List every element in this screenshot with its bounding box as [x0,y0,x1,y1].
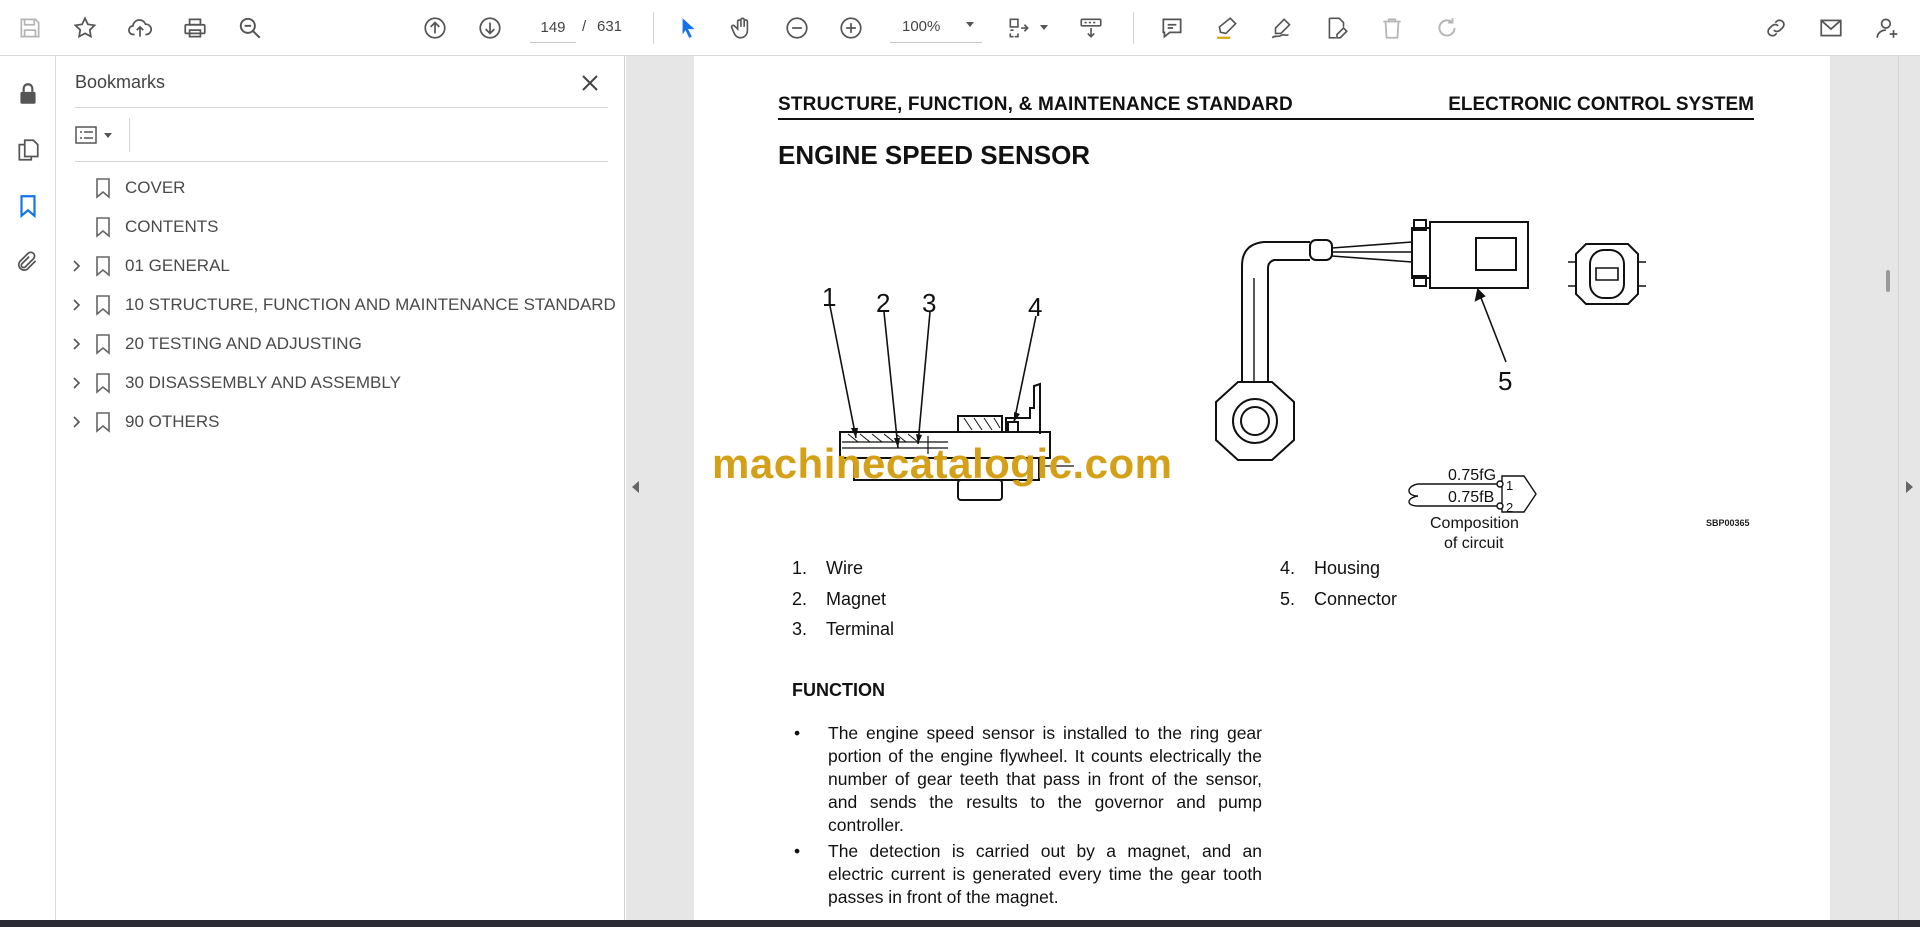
bookmark-item-general[interactable] [57,246,625,285]
circuit-caption-line1: Composition [1430,515,1519,532]
toolbar-divider [653,12,654,44]
bookmark-options-button[interactable] [75,118,121,152]
function-heading: FUNCTION [792,680,885,700]
page-up-icon[interactable] [416,9,454,47]
bookmark-label: 01 GENERAL [125,256,230,275]
bookmark-icon [93,372,113,394]
star-icon[interactable] [66,9,104,47]
callout-5: 5 [1498,366,1513,396]
parts-list-right [1280,558,1397,619]
comment-icon[interactable] [1153,9,1191,47]
bookmark-item-others[interactable] [57,402,625,441]
list-options-icon [75,125,99,145]
part-number: 4. [1280,558,1296,578]
expand-right-icon[interactable] [1906,481,1913,493]
pages-icon[interactable] [10,132,46,168]
circuit-pin-1: 1 [1506,478,1514,493]
bookmark-item-disassembly[interactable] [57,363,625,402]
part-name: Wire [826,558,863,578]
bookmark-label: 20 TESTING AND ADJUSTING [125,334,362,353]
toolbar-divider [1133,12,1134,44]
part-number: 2. [792,588,808,609]
sensor-diagram [778,186,1758,586]
page-separator: / [582,18,587,35]
bookmark-label: 90 OTHERS [125,412,220,431]
callout-4: 4 [1028,292,1043,322]
divider [75,161,608,162]
list-item [792,840,1262,909]
bookmark-item-contents[interactable] [57,207,625,246]
callout-1: 1 [822,282,837,312]
list-item [792,619,894,650]
bookmark-icon [93,177,113,199]
collapse-left-icon[interactable] [632,481,639,493]
part-name: Connector [1314,588,1398,609]
zoom-in-icon[interactable] [832,9,870,47]
list-item [792,558,894,589]
bookmark-icon [93,411,113,433]
chevron-right-icon[interactable] [69,375,85,391]
list-item [792,589,894,620]
list-item [1280,589,1397,620]
page-header-left: STRUCTURE, FUNCTION, & MAINTENANCE STANDARD [778,94,1293,115]
part-number: 3. [792,619,808,639]
list-item [1280,558,1397,589]
scroll-mode-icon[interactable] [1072,9,1110,47]
zoom-value: 100% [902,18,941,35]
bookmark-label: COVER [125,178,186,197]
callout-2: 2 [876,288,891,318]
chevron-right-icon[interactable] [69,414,85,430]
email-icon[interactable] [1812,9,1850,47]
figure-code: SBP00365 [1706,518,1750,528]
circuit-wire-1: 0.75fG [1448,467,1497,484]
chevron-right-icon[interactable] [69,336,85,352]
page-down-icon[interactable] [471,9,509,47]
taskbar-strip [0,920,1920,927]
divider [129,118,130,152]
page-total: 631 [597,18,623,35]
delete-icon[interactable] [1373,9,1411,47]
bookmark-icon [93,333,113,355]
list-item [792,722,1262,837]
chevron-down-icon[interactable] [1040,25,1048,30]
divider [75,107,608,108]
select-arrow-icon[interactable] [669,9,707,47]
save-icon[interactable] [11,9,49,47]
pdf-page [694,56,1830,920]
zoom-search-icon[interactable] [231,9,269,47]
parts-list-left [792,558,894,650]
share-link-icon[interactable] [1757,9,1795,47]
circuit-caption-line2: of circuit [1444,535,1504,552]
edit-text-icon[interactable] [1318,9,1356,47]
circuit-pin-2: 2 [1506,500,1514,515]
function-text: The detection is carried out by a magnet, and an electric current is generated every time the gear tooth passes in front of the magnet. [828,841,1262,907]
redo-icon[interactable] [1428,9,1466,47]
function-list [792,722,1262,912]
bookmark-icon [93,216,113,238]
account-icon[interactable] [1868,9,1906,47]
header-rule [778,118,1754,120]
attachment-icon[interactable] [10,244,46,280]
chevron-down-icon [104,133,112,138]
hand-icon[interactable] [723,9,761,47]
close-icon[interactable] [575,68,605,98]
connector-front-view [1568,244,1646,304]
part-name: Terminal [826,619,895,639]
highlight-icon[interactable] [1208,9,1246,47]
watermark-text: machinecatalogic.com [712,440,1173,487]
sensor-top-view [1216,220,1528,460]
bookmark-icon [93,294,113,316]
bookmark-item-testing[interactable] [57,324,625,363]
part-number: 5. [1280,588,1296,609]
function-text: The engine speed sensor is installed to the ring gear portion of the engine flywheel. It counts electrically the number of gear teeth that pass in front of the sensor, and sends the results to the governor and pump controller. [828,723,1262,835]
bookmarks-panel [57,56,625,920]
scrollbar-thumb[interactable] [1886,270,1890,292]
sign-icon[interactable] [1263,9,1301,47]
part-name: Magnet [826,588,887,609]
part-name: Housing [1314,558,1381,578]
left-rail [0,56,56,920]
bookmark-icon [93,255,113,277]
bullet: • [794,841,801,861]
panel-title: Bookmarks [75,72,166,92]
callout-3: 3 [922,288,937,318]
page-title: ENGINE SPEED SENSOR [778,140,1091,170]
bookmark-label: 30 DISASSEMBLY AND ASSEMBLY [125,373,401,392]
fit-page-icon[interactable] [1000,9,1038,47]
bookmark-label: 10 STRUCTURE, FUNCTION AND MAINTENANCE STANDARD [125,295,616,314]
part-number: 1. [792,558,808,578]
zoom-select[interactable] [890,13,982,43]
page-number-input[interactable] [530,13,576,43]
lock-icon[interactable] [10,76,46,112]
circuit-wire-2: 0.75fB [1448,489,1495,506]
chevron-down-icon [966,22,974,27]
zoom-out-icon[interactable] [778,9,816,47]
bookmark-icon[interactable] [10,188,46,224]
chevron-right-icon[interactable] [69,297,85,313]
bookmark-item-structure[interactable] [57,285,625,324]
print-icon[interactable] [176,9,214,47]
upload-icon[interactable] [121,9,159,47]
chevron-right-icon[interactable] [69,258,85,274]
page-header-right: ELECTRONIC CONTROL SYSTEM [1448,94,1754,115]
bullet: • [794,723,801,743]
top-toolbar [0,0,1920,56]
bookmark-list [57,168,625,441]
bookmark-label: CONTENTS [125,217,219,236]
bookmark-item-cover[interactable] [57,168,625,207]
